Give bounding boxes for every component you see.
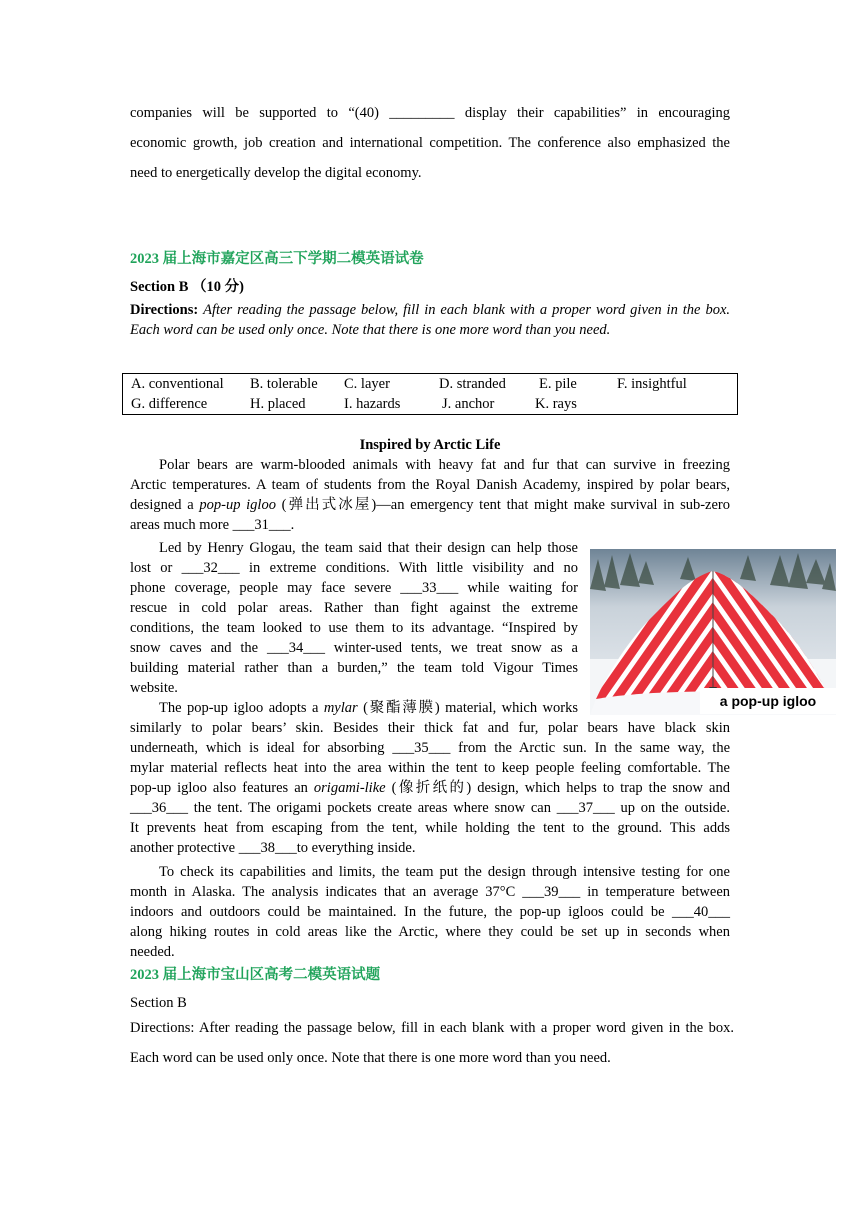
intro-paragraph [130,98,730,188]
text-line: Polar bears are warm-blooded animals with heavy fat and fur that can survive in freezing [159,457,730,473]
text-line [130,778,730,798]
text-line: phone coverage, people may face severe ___33___ while waiting for [130,580,578,596]
word-option: E. pile [539,376,577,392]
word-bank-box [122,373,738,415]
text-line: building material rather than a burden,” the team told Vigour Times [130,660,578,676]
text-line: mylar material reflects heat into the area within the tent to keep people feeling comfortable. The [130,760,730,776]
intro-line: economic growth, job creation and international competition. The conference also emphasized the [130,135,730,151]
text-line: Each word can be used only once. Note that there is one more word than you need. [130,1050,611,1066]
exam2-section: Section B [130,995,187,1011]
exam1-directions [130,300,730,340]
text-line: month in Alaska. The analysis indicates that an average 37°C ___39___ in temperature between [130,884,730,900]
word-option: F. insightful [617,376,687,392]
word-bank-row [123,374,738,395]
text-line: conditions, the team looked to use them to its advantage. “Inspired by [130,620,578,636]
text-line: rescue in cold polar areas. Rather than fight against the extreme [130,600,578,616]
directions-label: Directions: [130,302,199,318]
text-line: To check its capabilities and limits, the team put the design through intensive testing for one [159,864,730,880]
text-line: lost or ___32___ in extreme conditions. With little visibility and no [130,560,578,576]
word-option [609,394,738,415]
word-option: A. conventional [131,376,224,392]
term-origami-like: origami-like [313,780,386,796]
passage-paragraph-1 [130,455,730,535]
text-run: pop-up igloo also features an [130,780,314,796]
text-line: similarly to polar bears’ skin. Besides their thick fat and fur, polar bears have black skin [130,720,730,736]
text-line: underneath, which is ideal for absorbing ___35___ from the Arctic sun. In the same way, the [130,740,730,756]
exam1-title: 2023 届上海市嘉定区高三下学期二模英语试卷 [130,251,424,267]
word-option: J. anchor [442,396,495,412]
passage-paragraph-3 [130,698,730,858]
word-option: B. tolerable [250,376,318,392]
text-run: (聚酯薄膜) material, which works [357,700,578,716]
text-line: another protective ___38___to everything inside. [130,840,416,856]
passage-title: Inspired by Arctic Life [359,437,501,453]
text-line: needed. [130,944,175,960]
text-line: indoors and outdoors could be maintained. In the future, the pop-up igloos could be ___40___ [130,904,730,920]
word-option: G. difference [131,396,208,412]
term-pop-up-igloo: pop-up igloo [199,497,276,513]
term-mylar: mylar [323,700,358,716]
text-line: areas much more ___31___. [130,517,295,533]
image-caption: a pop-up igloo [700,688,836,714]
word-option: K. rays [535,396,577,412]
passage-paragraph-4 [130,862,730,962]
word-option: H. placed [250,396,306,412]
text-run: (弹出式冰屋)—an emergency tent that might make survival in sub-zero [275,497,730,513]
text-line [130,495,730,515]
exam1-section: Section B （10 分) [130,279,244,295]
text-line: snow caves and the ___34___ winter-used tents, we treat snow as a [130,640,578,656]
intro-line: companies will be supported to “(40) _________ display their capabilities” in encouraging [130,105,730,121]
word-bank-row [123,394,738,415]
passage-paragraph-2 [130,538,578,698]
text-line: Led by Henry Glogau, the team said that their design can help those [159,540,578,556]
text-run: designed a [130,497,200,513]
word-option: D. stranded [439,376,506,392]
text-run: (像折纸的) design, which helps to trap the snow and [385,780,730,796]
directions-text: After reading the passage below, fill in each blank with a proper word given in the box. Each word can be used only once. Note that there is one more word than you need. [130,302,731,338]
text-line: along hiking routes in cold areas like the Arctic, where they could be set up in seconds when [130,924,730,940]
text-line: It prevents heat from escaping from the tent, while holding the tent to the ground. This adds [130,820,730,836]
text-line: Arctic temperatures. A team of students from the Royal Danish Academy, inspired by polar bears, [130,477,730,493]
text-line: website. [130,680,178,696]
exam2-title: 2023 届上海市宝山区高考二模英语试题 [130,967,381,983]
word-option: C. layer [344,376,390,392]
text-line [130,698,578,718]
word-option: I. hazards [344,396,401,412]
text-line: ___36___ the tent. The origami pockets create areas where snow can ___37___ up on the outside. [130,800,730,816]
exam2-directions [130,1013,734,1073]
text-line: Directions: After reading the passage below, fill in each blank with a proper word given in the box. [130,1020,734,1036]
intro-line: need to energetically develop the digital economy. [130,165,422,181]
text-run: The pop-up igloo adopts a [159,700,324,716]
